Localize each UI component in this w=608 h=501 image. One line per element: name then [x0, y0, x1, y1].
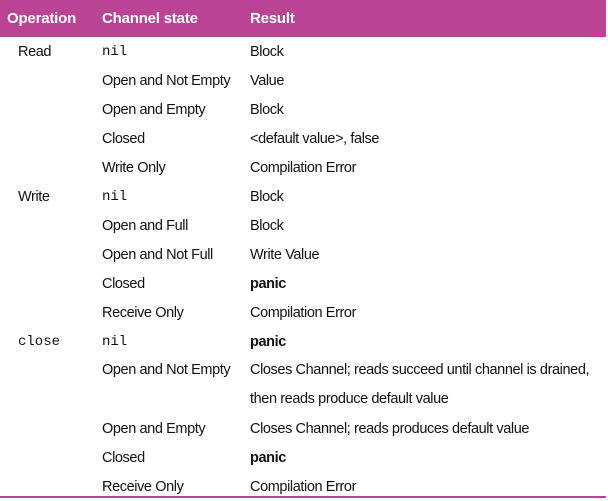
operation-cell	[0, 269, 88, 298]
header-result: Result	[250, 10, 295, 27]
result-cell: panic	[250, 449, 286, 466]
result-cell: Compilation Error	[250, 478, 357, 495]
state-cell: Open and Not Empty	[102, 72, 231, 89]
state-cell: nil	[102, 188, 128, 205]
table-row	[0, 211, 606, 240]
table-row	[0, 95, 606, 124]
operation-cell	[0, 240, 88, 269]
table-row	[0, 153, 606, 182]
result-cell: panic	[250, 275, 286, 292]
header-channel-state: Channel state	[102, 10, 198, 27]
operation-cell: Write	[18, 188, 50, 205]
result-cell: Compilation Error	[250, 304, 357, 321]
table-row	[0, 298, 606, 327]
result-cell: Closes Channel; reads succeed until channel is drained, then reads produce default value	[250, 362, 590, 407]
state-cell: Closed	[102, 275, 145, 292]
table-row	[0, 443, 606, 472]
state-cell: Open and Not Full	[102, 246, 213, 263]
state-cell: Receive Only	[102, 478, 184, 495]
result-cell: Value	[250, 72, 285, 89]
table-row	[0, 37, 606, 66]
result-cell: Closes Channel; reads produces default value	[250, 420, 530, 437]
table-row	[0, 66, 606, 95]
table-row	[0, 327, 606, 356]
operation-cell	[0, 443, 88, 472]
table-row	[0, 240, 606, 269]
result-cell: panic	[250, 333, 286, 350]
result-cell: Write Value	[250, 246, 320, 263]
table-row	[0, 414, 606, 443]
operation-cell	[0, 414, 88, 443]
state-cell: nil	[102, 333, 128, 350]
table-row	[0, 124, 606, 153]
state-cell: Closed	[102, 449, 145, 466]
state-cell: Open and Full	[102, 217, 188, 234]
state-cell: Closed	[102, 130, 145, 147]
operation-cell: close	[18, 333, 61, 350]
operation-cell: Read	[18, 43, 52, 60]
result-cell: Block	[250, 217, 284, 234]
operation-cell	[0, 211, 88, 240]
state-cell: Open and Empty	[102, 420, 206, 437]
operation-cell	[0, 153, 88, 182]
result-cell: Block	[250, 101, 284, 118]
header-operation: Operation	[7, 10, 77, 27]
state-cell: Receive Only	[102, 304, 184, 321]
operation-cell	[0, 66, 88, 95]
result-cell: Block	[250, 43, 284, 60]
state-cell: Open and Not Empty	[102, 362, 231, 378]
result-cell: Block	[250, 188, 284, 205]
table-row	[0, 356, 606, 414]
operation-cell	[0, 356, 88, 414]
result-cell: Compilation Error	[250, 159, 357, 176]
state-cell: Open and Empty	[102, 101, 206, 118]
table-row	[0, 269, 606, 298]
operation-cell	[0, 95, 88, 124]
result-cell: <default value>, false	[250, 130, 380, 147]
operation-cell	[0, 124, 88, 153]
table-row	[0, 182, 606, 211]
state-cell: nil	[102, 43, 128, 60]
operation-cell	[0, 298, 88, 327]
header-row	[0, 0, 606, 37]
state-cell: Write Only	[102, 159, 166, 176]
